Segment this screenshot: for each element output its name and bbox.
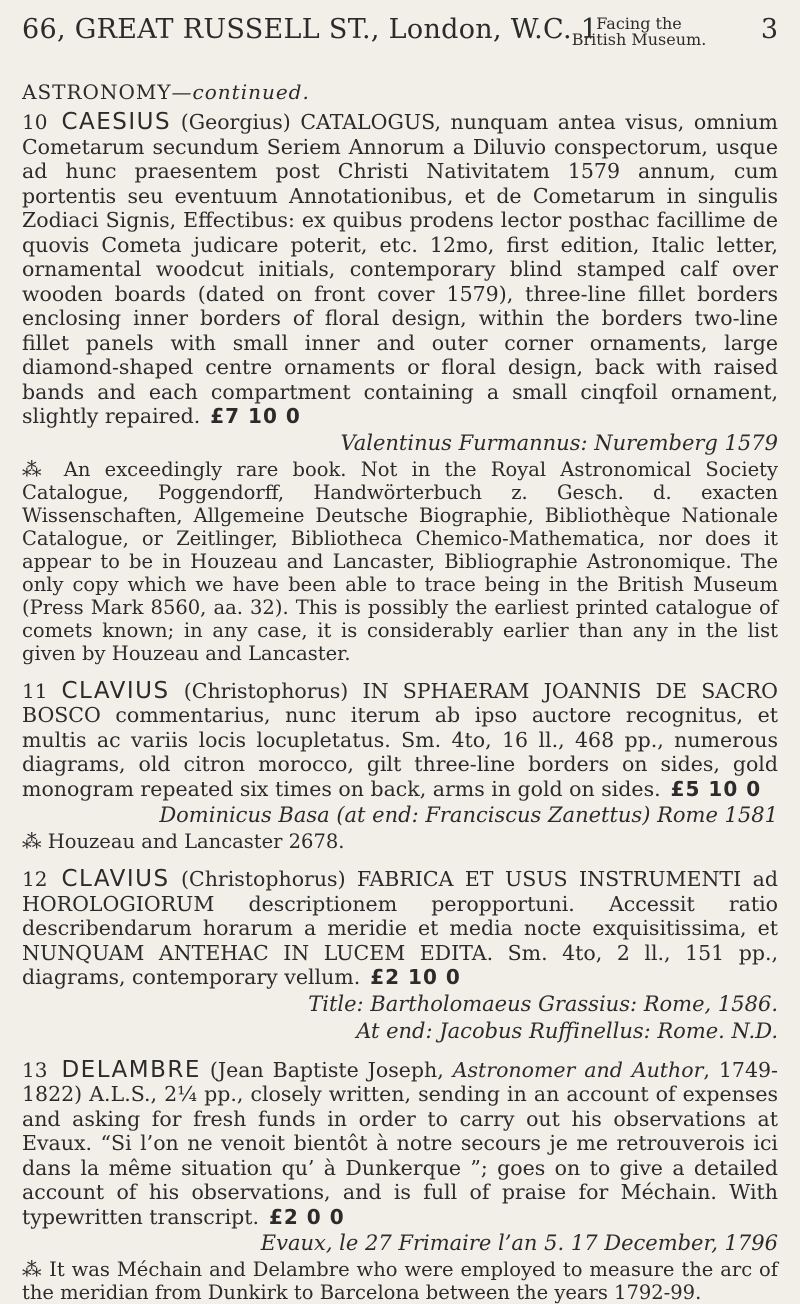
entry-number: 12: [22, 867, 47, 891]
section-heading: [22, 80, 778, 104]
entry-text-a: (Jean Baptiste Joseph,: [201, 1058, 453, 1082]
location-note-line1: Facing the: [564, 16, 714, 32]
entry-author: CAESIUS: [61, 109, 171, 135]
entry-note: ⁂ An exceedingly rare book. Not in the Royal Astronomical Society Catalogue, Poggendorff, Handwörterbuch z. Gesch. d. exacten Wissenschaften, Allgemeine Deutsche Biographie, Bibliothèque Nationale Catalogue, or Zeitlinger, Bibliotheca Chemico-Mathematica, nor does it appear to be in Houzeau and Lancaster, Bibliographie Astronomique. The only copy which we have been able to trace being in the British Museum (Press Mark 8560, aa. 32). This is possibly the earliest printed catalogue of comets known; in any case, it is considerably earlier than any in the list given by Houzeau and Lancaster.: [22, 458, 778, 665]
page-header: [22, 14, 778, 72]
entry-imprint: Evaux, le 27 Frimaire l’an 5. 17 December, 1796: [22, 1231, 778, 1256]
entry-price: £7 10 0: [210, 404, 301, 428]
catalogue-entry-11: [22, 679, 778, 854]
entry-description: [22, 1058, 778, 1230]
catalogue-entry-12: [22, 867, 778, 1044]
entry-text: (Christophorus) FABRICA ET USUS INSTRUMENTI ad HOROLOGIORUM descriptionem peropportuni. Accessit ratio describendarum horarum a meridie et media nocte exquisitissima, et NUNQUAM ANTEHAC IN LUCEM EDITA. Sm. 4to, 2 ll., 151 pp., diagrams, contemporary vellum.: [22, 867, 778, 989]
bookseller-address: 66, GREAT RUSSELL ST., London, W.C. 1: [22, 14, 598, 45]
location-note-line2: British Museum.: [564, 32, 714, 48]
catalogue-entry-10: [22, 110, 778, 665]
entry-description: [22, 110, 778, 429]
entry-note: ⁂ Houzeau and Lancaster 2678.: [22, 830, 778, 853]
entry-author: CLAVIUS: [61, 866, 169, 892]
entry-price: £5 10 0: [671, 777, 762, 801]
entry-description: [22, 679, 778, 802]
entry-price: £2 10 0: [370, 965, 461, 989]
entry-note: ⁂ It was Méchain and Delambre who were employed to measure the arc of the meridian from Dunkirk to Barcelona between the years 1792-99.: [22, 1258, 778, 1304]
entry-text-italic: Astronomer and Author: [453, 1058, 704, 1082]
entry-text: (Georgius) CATALOGUS, nunquam antea visus, omnium Cometarum secundum Seriem Annorum a Diluvio conspectorum, usque ad hunc praesentem post Christi Nativitatem 1579 annum, cum portentis seu eventuum Annotationibus, et de Cometarum in singulis Zodiaci Signis, Effectibus: ex quibus prodens lector posthac facillime de quovis Cometa judicare poterit, etc. 12mo, first edition, Italic letter, ornamental woodcut initials, contemporary blind stamped calf over wooden boards (dated on front cover 1579), three-line fillet borders enclosing inner borders of floral design, within the borders two-line fillet panels with small inner and outer corner ornaments, large diamond-shaped centre ornaments or floral design, back with raised bands and each compartment containing a small cinqfoil ornament, slightly repaired.: [22, 110, 778, 428]
entry-description: [22, 867, 778, 990]
section-title: ASTRONOMY: [22, 80, 172, 104]
entry-imprint: Dominicus Basa (at end: Franciscus Zanettus) Rome 1581: [22, 803, 778, 828]
entry-number: 11: [22, 679, 47, 703]
entry-text-c: , 1749-1822) A.L.S., 2¼ pp., closely written, sending in an account of expenses and asking for fresh funds in order to carry out his observations at Evaux. “Si l’on ne venoit bientôt à notre secours je me retrouverois ici dans la même situation qu’ à Dunkerque ”; goes on to give a detailed account of his observations, and is full of praise for Méchain. With typewritten transcript.: [22, 1058, 778, 1229]
section-continued: —continued.: [172, 80, 310, 104]
entry-author: CLAVIUS: [61, 678, 169, 704]
entry-price: £2 0 0: [269, 1205, 345, 1229]
entry-imprint: Valentinus Furmannus: Nuremberg 1579: [22, 431, 778, 456]
page-number: 3: [761, 14, 778, 45]
location-note: [564, 16, 714, 48]
entry-imprint-end: At end: Jacobus Ruffinellus: Rome. N.D.: [22, 1019, 778, 1044]
entry-imprint-title: Title: Bartholomaeus Grassius: Rome, 1586.: [22, 992, 778, 1017]
entry-number: 10: [22, 110, 47, 134]
entry-number: 13: [22, 1058, 47, 1082]
entry-text: (Christophorus) IN SPHAERAM JOANNIS DE SACRO BOSCO commentarius, nunc iterum ab ipso auctore recognitus, et multis ac variis locis locupletatus. Sm. 4to, 16 ll., 468 pp., numerous diagrams, old citron morocco, gilt three-line borders on sides, gold monogram repeated six times on back, arms in gold on sides.: [22, 679, 778, 801]
entry-author: DELAMBRE: [61, 1057, 200, 1083]
catalogue-entry-13: [22, 1058, 778, 1304]
